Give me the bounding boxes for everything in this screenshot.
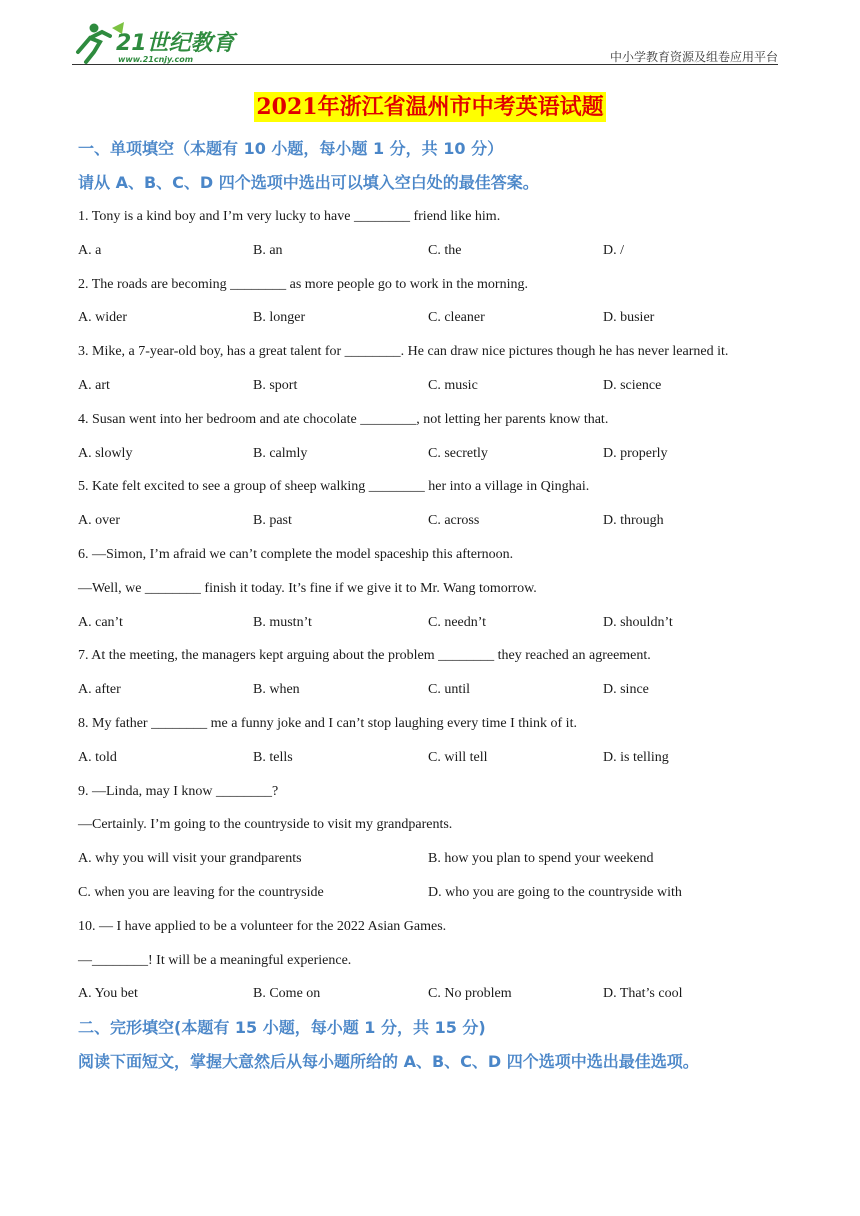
option-a: A. art: [78, 377, 110, 393]
option-c: C. needn’t: [428, 614, 487, 630]
question-9-options-row2: [78, 876, 778, 910]
question-7-stem: 7. At the meeting, the managers kept arguing about the problem ________ they reached an agreement.: [78, 648, 651, 664]
option-c: C. when you are leaving for the countryside: [78, 884, 324, 900]
document-body: [78, 132, 778, 1079]
option-d: D. That’s cool: [603, 986, 683, 1002]
option-a: A. over: [78, 513, 120, 529]
option-d: D. properly: [603, 445, 668, 461]
option-a: A. can’t: [78, 614, 123, 630]
question-3-options: [78, 369, 778, 403]
question-10-stem-line1: 10. — I have applied to be a volunteer for the 2022 Asian Games.: [78, 918, 447, 934]
question-9-options-row1: [78, 842, 778, 876]
option-c: C. cleaner: [428, 310, 485, 326]
option-b: B. when: [253, 682, 300, 698]
question-10-stem-line2: —________! It will be a meaningful experience.: [78, 952, 352, 968]
question-2-options: [78, 301, 778, 335]
option-b: B. sport: [253, 377, 298, 393]
option-b: B. an: [253, 242, 283, 258]
option-c: C. music: [428, 377, 478, 393]
title-container: [0, 92, 860, 122]
option-a: A. wider: [78, 310, 127, 326]
question-5-options: [78, 504, 778, 538]
logo-text: 21世纪教育: [116, 31, 235, 56]
question-1-options: [78, 234, 778, 268]
option-c: C. will tell: [428, 749, 488, 765]
question-1-stem: 1. Tony is a kind boy and I’m very lucky to have ________ friend like him.: [78, 209, 501, 224]
option-b: B. Come on: [253, 986, 321, 1002]
option-a: A. told: [78, 749, 117, 765]
option-d: D. since: [603, 682, 649, 698]
option-a: A. You bet: [78, 986, 138, 1002]
question-4-stem: 4. Susan went into her bedroom and ate chocolate ________, not letting her parents know that.: [78, 411, 609, 427]
option-c: C. until: [428, 682, 471, 698]
question-7-options: [78, 673, 778, 707]
question-3-stem: 3. Mike, a 7-year-old boy, has a great talent for ________. He can draw nice pictures though he has never learned it.: [78, 344, 729, 360]
option-d: D. busier: [603, 310, 655, 326]
option-d: D. science: [603, 377, 662, 393]
question-6-stem-line2: —Well, we ________ finish it today. It’s fine if we give it to Mr. Wang tomorrow.: [78, 580, 537, 596]
option-b: B. past: [253, 513, 292, 529]
option-c: C. the: [428, 242, 462, 258]
question-8-stem: 8. My father ________ me a funny joke and I can’t stop laughing every time I think of it.: [78, 715, 577, 731]
option-b: B. longer: [253, 310, 306, 326]
option-a: A. why you will visit your grandparents: [78, 851, 302, 867]
question-9-stem-line1: 9. —Linda, may I know ________?: [78, 783, 279, 799]
option-b: B. how you plan to spend your weekend: [428, 851, 654, 867]
logo-url: www.21cnjy.com: [118, 55, 194, 64]
option-d: D. is telling: [603, 749, 669, 765]
question-10-options: [78, 977, 778, 1011]
option-d: D. /: [603, 242, 624, 258]
option-b: B. mustn’t: [253, 614, 312, 630]
option-d: D. through: [603, 513, 664, 529]
question-6-options: [78, 606, 778, 640]
section2-heading: 二、完形填空(本题有 15 小题，每小题 1 分，共 15 分): [78, 1018, 486, 1038]
option-d: D. who you are going to the countryside with: [428, 884, 682, 900]
question-4-options: [78, 437, 778, 471]
option-c: C. No problem: [428, 986, 512, 1002]
question-2-stem: 2. The roads are becoming ________ as more people go to work in the morning.: [78, 276, 528, 292]
option-a: A. after: [78, 682, 121, 698]
page-title: 2021年浙江省温州市中考英语试题: [256, 94, 604, 120]
option-d: D. shouldn’t: [603, 614, 673, 630]
section1-heading: 一、单项填空（本题有 10 小题，每小题 1 分，共 10 分）: [78, 139, 504, 158]
option-b: B. calmly: [253, 445, 308, 461]
question-6-stem-line1: 6. —Simon, I’m afraid we can’t complete the model spaceship this afternoon.: [78, 546, 514, 562]
page-header: [72, 18, 778, 66]
question-9-stem-line2: —Certainly. I’m going to the countryside to visit my grandparents.: [78, 817, 453, 833]
21cnjy-logo: [72, 18, 262, 66]
option-b: B. tells: [253, 749, 293, 765]
question-8-options: [78, 741, 778, 775]
option-c: C. secretly: [428, 445, 488, 461]
option-c: C. across: [428, 513, 480, 529]
section2-instruction: 阅读下面短文，掌握大意然后从每小题所给的 A、B、C、D 四个选项中选出最佳选项。: [78, 1052, 699, 1072]
platform-name: 中小学教育资源及组卷应用平台: [609, 50, 778, 64]
question-5-stem: 5. Kate felt excited to see a group of sheep walking ________ her into a village in Qinghai.: [78, 479, 590, 495]
option-a: A. a: [78, 242, 102, 258]
option-a: A. slowly: [78, 445, 133, 461]
section1-instruction: 请从 A、B、C、D 四个选项中选出可以填入空白处的最佳答案。: [78, 173, 539, 192]
header-divider: [72, 64, 778, 65]
